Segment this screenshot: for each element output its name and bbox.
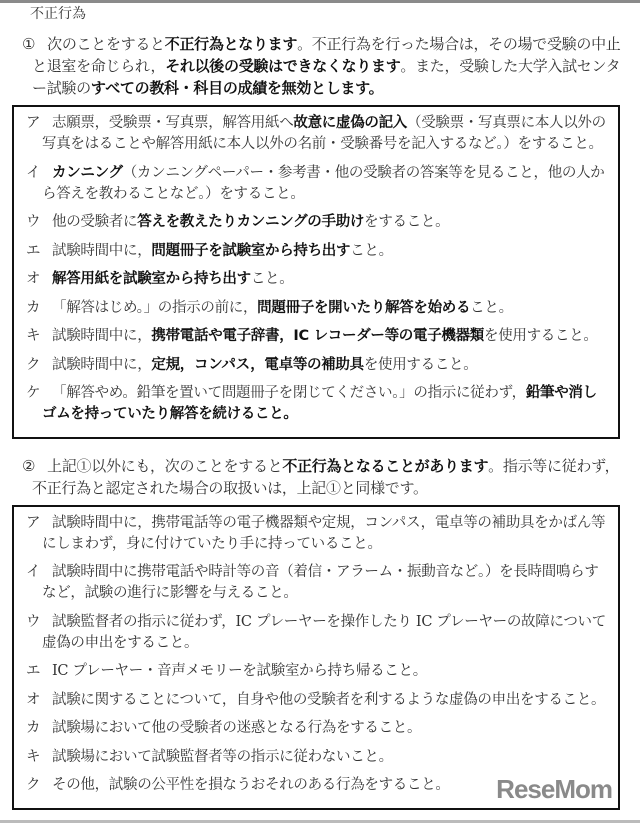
list-item: [26, 269, 610, 290]
text: 試験場において試験監督者等の指示に従わないこと。: [52, 748, 393, 765]
text: こと。: [250, 271, 294, 287]
text: その他，試験の公平性を損なうおそれのある行為をすること。: [52, 777, 450, 793]
item-label: オ: [26, 271, 41, 287]
bold-text: カンニング: [52, 164, 123, 181]
bold-text: 故意に虚偽の記入: [293, 115, 408, 131]
list-item: [26, 163, 610, 205]
item-label: キ: [26, 328, 41, 344]
bold-text: 答えを教えたりカンニングの手助け: [137, 214, 365, 230]
footer-rule: [0, 820, 640, 823]
text: 。不正行為を行った場合は，その場で受験の中止と退室を命じられ，: [32, 35, 621, 75]
list-item: [26, 661, 610, 682]
list-item: [26, 355, 610, 376]
bold-text: 不正行為となります: [164, 35, 298, 53]
list-item: [26, 747, 610, 768]
resemom-logo: ReseMom: [496, 773, 612, 804]
text: 上記①以外にも，次のことをすると: [47, 456, 283, 475]
text: 他の受験者に: [52, 214, 138, 230]
list-item: [26, 690, 610, 711]
item-label: ク: [26, 356, 41, 373]
item-label: ク: [26, 777, 41, 793]
item-label: カ: [26, 299, 41, 316]
text: 。指示等に従わず，不正行為と認定された場合の取扱いは，上記①と同様です。: [32, 456, 620, 497]
bold-text: 携帯電話や電子辞書，IC レコーダー等の電子機器類: [151, 328, 484, 344]
text: 試験に関することについて，自身や他の受験者を利するような虚偽の申出をすること。: [52, 691, 606, 708]
item-label: ケ: [26, 385, 41, 401]
list-item: [26, 612, 610, 654]
item-label: イ: [26, 564, 41, 580]
text: 試験時間中に，携帯電話等の電子機器類や定規，コンパス，電卓等の補助具をかばん等にしまわず，身に付けていたり手に持っていること。: [42, 514, 606, 552]
text: 試験監督者の指示に従わず，IC プレーヤーを操作したり IC プレーヤーの故障について虚偽の申出をすること。: [42, 613, 606, 651]
page-title: 不正行為: [30, 6, 86, 22]
item-label: カ: [26, 720, 41, 736]
item-label: ウ: [26, 214, 41, 230]
text: 「解答はじめ。」の指示の前に，: [52, 299, 258, 316]
text: 次のことをすると: [47, 35, 165, 53]
text: 試験時間中に携帯電話や時計等の音（着信・アラーム・振動音など。）を長時間鳴らすなど，試験の進行に影響を与えること。: [42, 564, 599, 601]
bold-text: 不正行為となることがあります: [282, 456, 489, 475]
text: 志願票，受験票・写真票，解答用紙へ: [52, 115, 294, 131]
list-item: [26, 513, 610, 555]
text: をすること。: [364, 214, 450, 230]
text: 「解答やめ。鉛筆を置いて問題冊子を閉じてください。」の指示に従わず，: [52, 385, 526, 401]
section-number: ①: [22, 35, 36, 53]
item-label: キ: [26, 748, 41, 765]
item-label: エ: [26, 663, 41, 679]
section2-box: [12, 505, 620, 810]
text: 試験時間中に，: [52, 328, 152, 344]
section2-intro: [22, 455, 622, 499]
list-item: [26, 326, 610, 347]
text: 試験時間中に，: [52, 242, 152, 259]
list-item: [26, 383, 610, 425]
text: IC プレーヤー・音声メモリーを試験室から持ち帰ること。: [52, 663, 427, 679]
document: [0, 3, 640, 818]
bold-text: 定規，コンパス，電卓等の補助具: [151, 356, 364, 373]
text: （カンニングペーパー・参考書・他の受験者の答案等を見ること，他の人から答えを教わることなど。）をすること。: [42, 164, 605, 202]
bold-text: 問題冊子を試験室から持ち出す: [151, 242, 351, 259]
bold-text: すべての教科・科目の成績を無効とします。: [90, 79, 384, 97]
item-label: オ: [26, 691, 41, 708]
bold-text: 問題冊子を開いたり解答を始める: [257, 299, 471, 316]
item-label: ウ: [26, 613, 41, 630]
section1-intro: [22, 33, 622, 99]
list-item: [26, 562, 610, 604]
item-label: イ: [26, 164, 41, 181]
text: を使用すること。: [363, 356, 478, 373]
text: こと。: [470, 299, 513, 316]
item-label: ア: [26, 514, 41, 531]
item-label: ア: [26, 115, 41, 131]
bold-text: 鉛筆や消しゴムを持っていたり解答を続けること。: [42, 385, 597, 422]
text: （受験票・写真票に本人以外の写真をはることや解答用紙に本人以外の名前・受験番号を記入するなど。）をすること。: [42, 115, 606, 152]
text: 試験場において他の受験者の迷惑となる行為をすること。: [52, 720, 422, 736]
text: を使用すること。: [484, 328, 598, 344]
list-item: [26, 241, 610, 262]
list-item: [26, 113, 610, 155]
item-label: エ: [26, 242, 41, 259]
bold-text: それ以後の受験はできなくなります: [165, 57, 401, 75]
list-item: [26, 718, 610, 739]
text: こと。: [350, 242, 393, 259]
section-number: ②: [22, 456, 36, 475]
bold-text: 解答用紙を試験室から持ち出す: [52, 271, 251, 287]
section1-box: [12, 105, 620, 439]
list-item: [26, 212, 610, 233]
text: 。また，受験した大学入試センター試験の: [32, 57, 621, 97]
list-item: [26, 298, 610, 319]
text: 試験時間中に，: [52, 356, 152, 373]
